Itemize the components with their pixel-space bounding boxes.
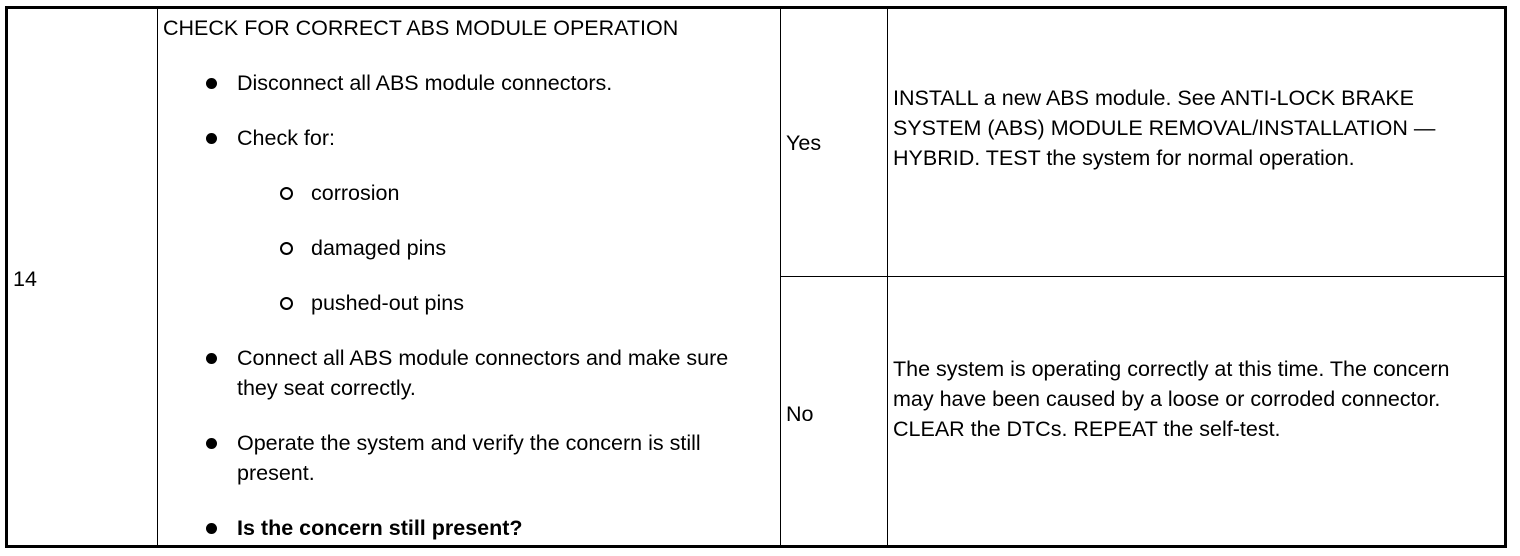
- result-no-label: No: [786, 402, 814, 426]
- action-item-disconnect: Disconnect all ABS module connectors.: [237, 71, 613, 95]
- action-item-operate-verify: Operate the system and verify the concern is still present.: [237, 431, 701, 485]
- action-item-check-for: Check for:: [237, 126, 335, 150]
- column-divider-result: [780, 9, 781, 545]
- action-item-connect: Connect all ABS module connectors and make sure they seat correctly.: [237, 346, 729, 400]
- check-item-corrosion: corrosion: [311, 181, 400, 205]
- step-title: CHECK FOR CORRECT ABS MODULE OPERATION: [163, 16, 679, 40]
- step-number: 14: [13, 267, 37, 291]
- bullet-icon: [206, 438, 217, 449]
- check-item-pushed-out-pins: pushed-out pins: [311, 291, 464, 315]
- hollow-bullet-icon: [280, 297, 293, 310]
- bullet-icon: [206, 78, 217, 89]
- question-concern-present: Is the concern still present?: [237, 516, 523, 540]
- bullet-icon: [206, 353, 217, 364]
- hollow-bullet-icon: [280, 242, 293, 255]
- row-divider-yes-no: [780, 276, 1504, 277]
- check-item-damaged-pins: damaged pins: [311, 236, 447, 260]
- result-yes-action: INSTALL a new ABS module. See ANTI-LOCK BRAKE SYSTEM (ABS) MODULE REMOVAL/INSTALLATION — HYBRID. TEST the system for normal operation.: [893, 86, 1436, 170]
- column-divider-action: [887, 9, 888, 545]
- bullet-icon: [206, 133, 217, 144]
- result-yes-label: Yes: [786, 131, 822, 155]
- bullet-icon: [206, 523, 217, 534]
- column-divider-step: [157, 9, 158, 545]
- result-no-action: The system is operating correctly at this time. The concern may have been caused by a loose or corroded connector. CLEAR the DTCs. REPEAT the self-test.: [893, 357, 1450, 441]
- hollow-bullet-icon: [280, 187, 293, 200]
